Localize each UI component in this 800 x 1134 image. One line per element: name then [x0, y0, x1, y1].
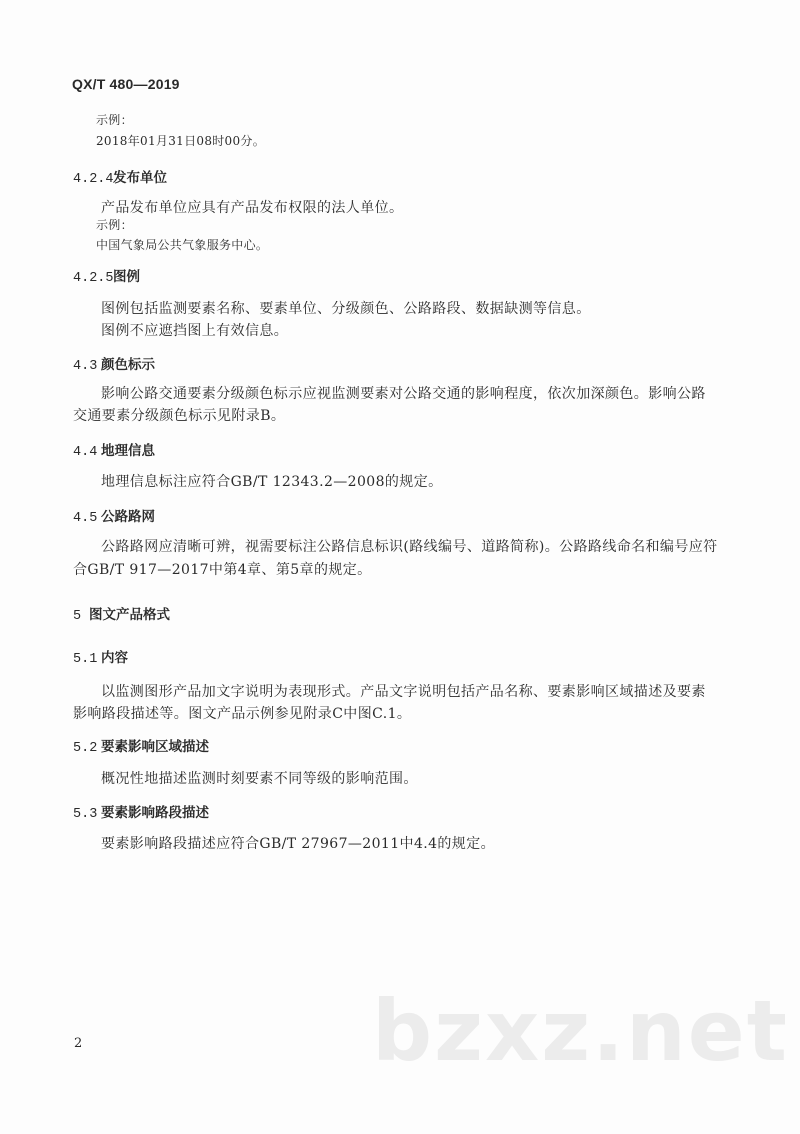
section-title: 地理信息 — [101, 443, 155, 459]
example-text: 2018年01月31日08时00分。 — [96, 134, 266, 148]
paragraph: 要素影响路段描述应符合GB/T 27967—2011中4.4的规定。 — [101, 836, 496, 852]
document-code: QX/T 480—2019 — [72, 76, 180, 92]
section-heading-4-4 — [73, 439, 155, 460]
section-title: 要素影响区域描述 — [101, 739, 209, 755]
section-title: 图例 — [113, 269, 140, 285]
watermark: bzxz.net — [372, 982, 789, 1080]
example-text: 中国气象局公共气象服务中心。 — [96, 238, 269, 252]
section-heading-5-1 — [73, 646, 128, 667]
section-title: 公路路网 — [101, 509, 155, 525]
section-heading-5 — [73, 603, 170, 624]
section-number: 5 — [73, 609, 82, 624]
section-title: 要素影响路段描述 — [101, 805, 209, 821]
page-number: 2 — [74, 1036, 83, 1051]
section-title: 图文产品格式 — [89, 607, 170, 623]
section-heading-4-2-5 — [73, 265, 140, 286]
section-number: 4.3 — [73, 359, 98, 374]
section-title: 颜色标示 — [101, 357, 155, 373]
section-number: 4.5 — [73, 511, 98, 526]
section-heading-4-2-4 — [73, 166, 167, 187]
section-heading-4-5 — [73, 505, 155, 526]
paragraph: 产品发布单位应具有产品发布权限的法人单位。 — [101, 200, 404, 216]
paragraph: 概况性地描述监测时刻要素不同等级的影响范围。 — [101, 771, 418, 787]
section-number: 5.2 — [73, 741, 98, 756]
example-label: 示例： — [96, 218, 133, 232]
section-number: 5.1 — [73, 652, 98, 667]
paragraph: 图例不应遮挡图上有效信息。 — [101, 323, 289, 339]
paragraph: 地理信息标注应符合GB/T 12343.2—2008的规定。 — [101, 474, 443, 490]
paragraph: 影响路段描述等。图文产品示例参见附录C中图C.1。 — [73, 706, 412, 722]
section-heading-5-2 — [73, 735, 209, 756]
section-title: 内容 — [101, 650, 128, 666]
section-title: 发布单位 — [113, 170, 167, 186]
section-heading-4-3 — [73, 353, 155, 374]
section-number: 4.4 — [73, 445, 98, 460]
example-label: 示例： — [96, 113, 133, 127]
paragraph: 公路路网应清晰可辨，视需要标注公路信息标识(路线编号、道路简称)。公路路线命名和编号应符 — [101, 539, 718, 555]
section-number: 5.3 — [73, 807, 98, 822]
section-heading-5-3 — [73, 801, 209, 822]
paragraph: 以监测图形产品加文字说明为表现形式。产品文字说明包括产品名称、要素影响区域描述及要素 — [101, 684, 706, 700]
paragraph: 影响公路交通要素分级颜色标示应视监测要素对公路交通的影响程度，依次加深颜色。影响公路 — [101, 386, 706, 402]
paragraph: 合GB/T 917—2017中第4章、第5章的规定。 — [73, 562, 372, 578]
paragraph: 交通要素分级颜色标示见附录B。 — [73, 408, 286, 424]
paragraph: 图例包括监测要素名称、要素单位、分级颜色、公路路段、数据缺测等信息。 — [101, 301, 591, 317]
section-number: 4.2.4 — [73, 172, 114, 187]
section-number: 4.2.5 — [73, 271, 114, 286]
